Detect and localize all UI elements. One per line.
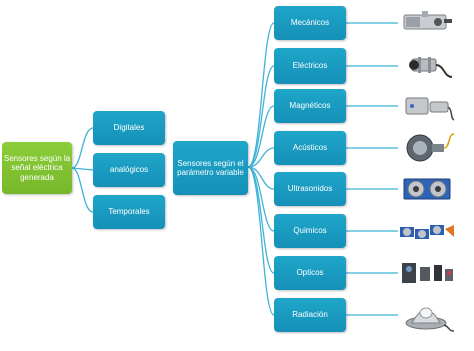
node-analogicos (93, 153, 165, 187)
node-temporales-label: Temporales (108, 207, 150, 217)
ultrasonic-sensor-module-image (398, 171, 456, 207)
node-quimicos-label: Quimicos (293, 226, 327, 236)
node-acusticos-label: Acústicos (292, 143, 328, 153)
node-electricos (274, 48, 346, 84)
inductive-proximity-sensor-image (398, 47, 456, 83)
root-node (2, 142, 72, 194)
node-mecanicos (274, 6, 346, 40)
node-magneticos-label: Magnéticos (289, 101, 331, 111)
connector-opticos (248, 167, 274, 273)
connector-digitales (72, 128, 93, 168)
connector-temporales (72, 168, 93, 212)
node-analogicos-label: analógicos (109, 165, 149, 175)
node-radiacion-label: Radiación (292, 310, 328, 320)
gas-sensor-modules-image (398, 213, 456, 249)
node-magneticos (274, 89, 346, 123)
node-digitales (93, 111, 165, 145)
photoelectric-sensors-image (398, 255, 456, 291)
parameter-node (173, 141, 248, 195)
node-mecanicos-label: Mecánicos (290, 18, 330, 28)
node-digitales-label: Digitales (113, 123, 145, 133)
parameter-node-label: Sensores según el parámetro variable (177, 158, 244, 177)
node-quimicos (274, 214, 346, 248)
connector-electricos (248, 66, 274, 167)
connector-radiacion (248, 167, 274, 315)
mechanical-switch-sensor-image (398, 5, 456, 41)
connector-mecanicos (248, 23, 274, 167)
node-electricos-label: Eléctricos (292, 61, 328, 71)
node-opticos-label: Opticos (296, 268, 324, 278)
node-ultrasonidos-label: Ultrasonidos (287, 184, 333, 194)
node-ultrasonidos (274, 172, 346, 206)
radiation-sensor-image (398, 297, 456, 333)
node-opticos (274, 256, 346, 290)
acoustic-sensor-image (398, 130, 456, 166)
magnetic-sensor-image (398, 88, 456, 124)
root-node-label: Sensores según la señal eléctrica generada (3, 154, 71, 182)
node-radiacion (274, 298, 346, 332)
node-acusticos (274, 131, 346, 165)
node-temporales (93, 195, 165, 229)
